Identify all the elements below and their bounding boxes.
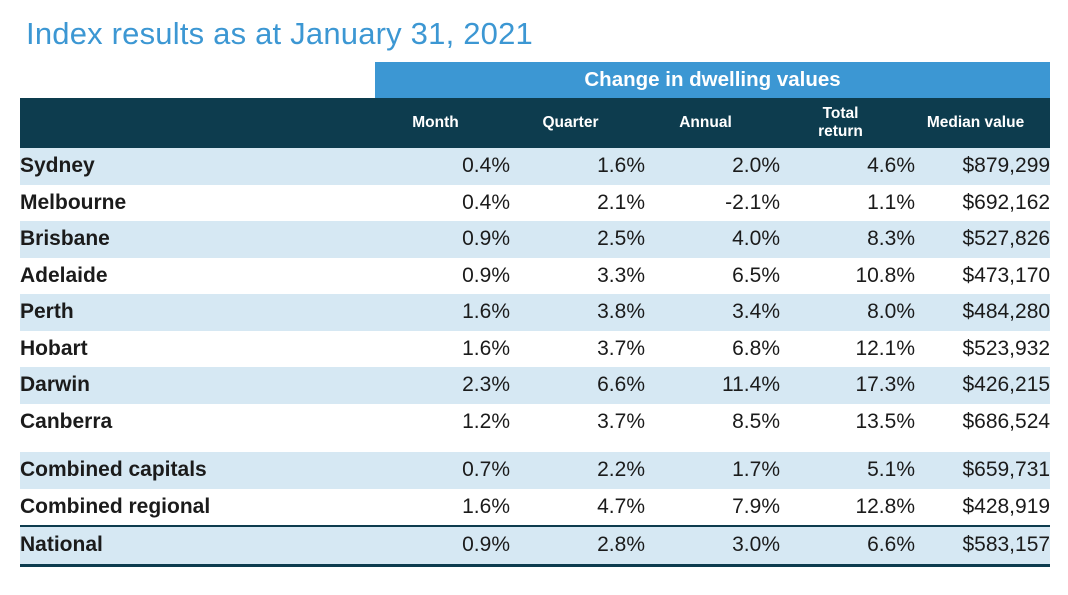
- table-row: [20, 331, 1050, 368]
- cell-total-return: 10.8%: [780, 258, 915, 295]
- row-label: Adelaide: [20, 258, 375, 295]
- table-head: [20, 62, 1050, 148]
- table-row: [20, 258, 1050, 295]
- cell-total-return: 12.1%: [780, 331, 915, 368]
- cell-total-return: 5.1%: [780, 452, 915, 489]
- column-header-quarter: [510, 98, 645, 148]
- column-header-median-value: [915, 98, 1050, 148]
- cell-annual: 1.7%: [645, 452, 780, 489]
- cell-quarter: 2.2%: [510, 452, 645, 489]
- table-row: [20, 404, 1050, 441]
- cell-annual: 4.0%: [645, 221, 780, 258]
- group-header-label: Change in dwelling values: [375, 62, 1050, 98]
- column-header-month-label: Month: [412, 114, 459, 131]
- cell-annual: 11.4%: [645, 367, 780, 404]
- cell-month: 1.6%: [375, 489, 510, 527]
- table-row-spacer: [20, 440, 1050, 452]
- cell-annual: 7.9%: [645, 489, 780, 527]
- cell-month: 0.9%: [375, 258, 510, 295]
- cell-month: 1.6%: [375, 331, 510, 368]
- cell-quarter: 3.7%: [510, 404, 645, 441]
- cell-total-return: 1.1%: [780, 185, 915, 222]
- column-header-month: [375, 98, 510, 148]
- cell-annual: 8.5%: [645, 404, 780, 441]
- cell-total-return: 17.3%: [780, 367, 915, 404]
- table-row: [20, 148, 1050, 185]
- row-label: Hobart: [20, 331, 375, 368]
- cell-annual: 2.0%: [645, 148, 780, 185]
- table-row: [20, 367, 1050, 404]
- cell-quarter: 2.5%: [510, 221, 645, 258]
- column-header-quarter-label: Quarter: [542, 114, 599, 131]
- cell-median-value: $686,524: [915, 404, 1050, 441]
- row-label: Combined regional: [20, 489, 375, 527]
- column-header-region: [20, 98, 375, 148]
- table-row: [20, 221, 1050, 258]
- table-row: [20, 185, 1050, 222]
- cell-annual: 6.5%: [645, 258, 780, 295]
- row-label: Combined capitals: [20, 452, 375, 489]
- spacer-cell: [20, 440, 1050, 452]
- cell-month: 0.9%: [375, 221, 510, 258]
- table-row: [20, 452, 1050, 489]
- cell-annual: 6.8%: [645, 331, 780, 368]
- cell-total-return: 12.8%: [780, 489, 915, 527]
- row-label: National: [20, 526, 375, 565]
- cell-month: 1.2%: [375, 404, 510, 441]
- cell-total-return: 8.3%: [780, 221, 915, 258]
- cell-median-value: $484,280: [915, 294, 1050, 331]
- column-header-total-return-line1: Total: [822, 105, 859, 122]
- group-header-spacer: [20, 62, 375, 98]
- row-label: Darwin: [20, 367, 375, 404]
- cell-quarter: 2.1%: [510, 185, 645, 222]
- cell-month: 0.7%: [375, 452, 510, 489]
- cell-median-value: $428,919: [915, 489, 1050, 527]
- column-header-total-return-line2: return: [818, 123, 863, 140]
- table-row-national: [20, 526, 1050, 565]
- cell-annual: 3.0%: [645, 526, 780, 565]
- cell-median-value: $527,826: [915, 221, 1050, 258]
- table-row: [20, 294, 1050, 331]
- table-group-header-row: [20, 62, 1050, 98]
- table-row: [20, 489, 1050, 527]
- row-label: Sydney: [20, 148, 375, 185]
- row-label: Brisbane: [20, 221, 375, 258]
- cell-quarter: 2.8%: [510, 526, 645, 565]
- cell-quarter: 1.6%: [510, 148, 645, 185]
- cell-total-return: 8.0%: [780, 294, 915, 331]
- cell-median-value: $692,162: [915, 185, 1050, 222]
- cell-median-value: $583,157: [915, 526, 1050, 565]
- cell-total-return: 4.6%: [780, 148, 915, 185]
- cell-annual: -2.1%: [645, 185, 780, 222]
- index-results-table: [20, 62, 1050, 567]
- cell-median-value: $426,215: [915, 367, 1050, 404]
- column-header-total-return: [780, 98, 915, 148]
- cell-total-return: 6.6%: [780, 526, 915, 565]
- column-header-annual: [645, 98, 780, 148]
- row-label: Melbourne: [20, 185, 375, 222]
- cell-month: 1.6%: [375, 294, 510, 331]
- cell-quarter: 3.3%: [510, 258, 645, 295]
- cell-month: 2.3%: [375, 367, 510, 404]
- cell-month: 0.9%: [375, 526, 510, 565]
- cell-median-value: $879,299: [915, 148, 1050, 185]
- cell-month: 0.4%: [375, 185, 510, 222]
- cell-annual: 3.4%: [645, 294, 780, 331]
- cell-quarter: 3.7%: [510, 331, 645, 368]
- row-label: Canberra: [20, 404, 375, 441]
- table-column-header-row: [20, 98, 1050, 148]
- cell-median-value: $659,731: [915, 452, 1050, 489]
- cell-month: 0.4%: [375, 148, 510, 185]
- cell-quarter: 3.8%: [510, 294, 645, 331]
- cell-quarter: 6.6%: [510, 367, 645, 404]
- page-title: Index results as at January 31, 2021: [26, 16, 533, 51]
- column-header-annual-label: Annual: [679, 114, 732, 131]
- cell-total-return: 13.5%: [780, 404, 915, 441]
- column-header-median-value-label: Median value: [926, 114, 1025, 131]
- row-label: Perth: [20, 294, 375, 331]
- cell-median-value: $523,932: [915, 331, 1050, 368]
- cell-median-value: $473,170: [915, 258, 1050, 295]
- table-body: [20, 148, 1050, 565]
- cell-quarter: 4.7%: [510, 489, 645, 527]
